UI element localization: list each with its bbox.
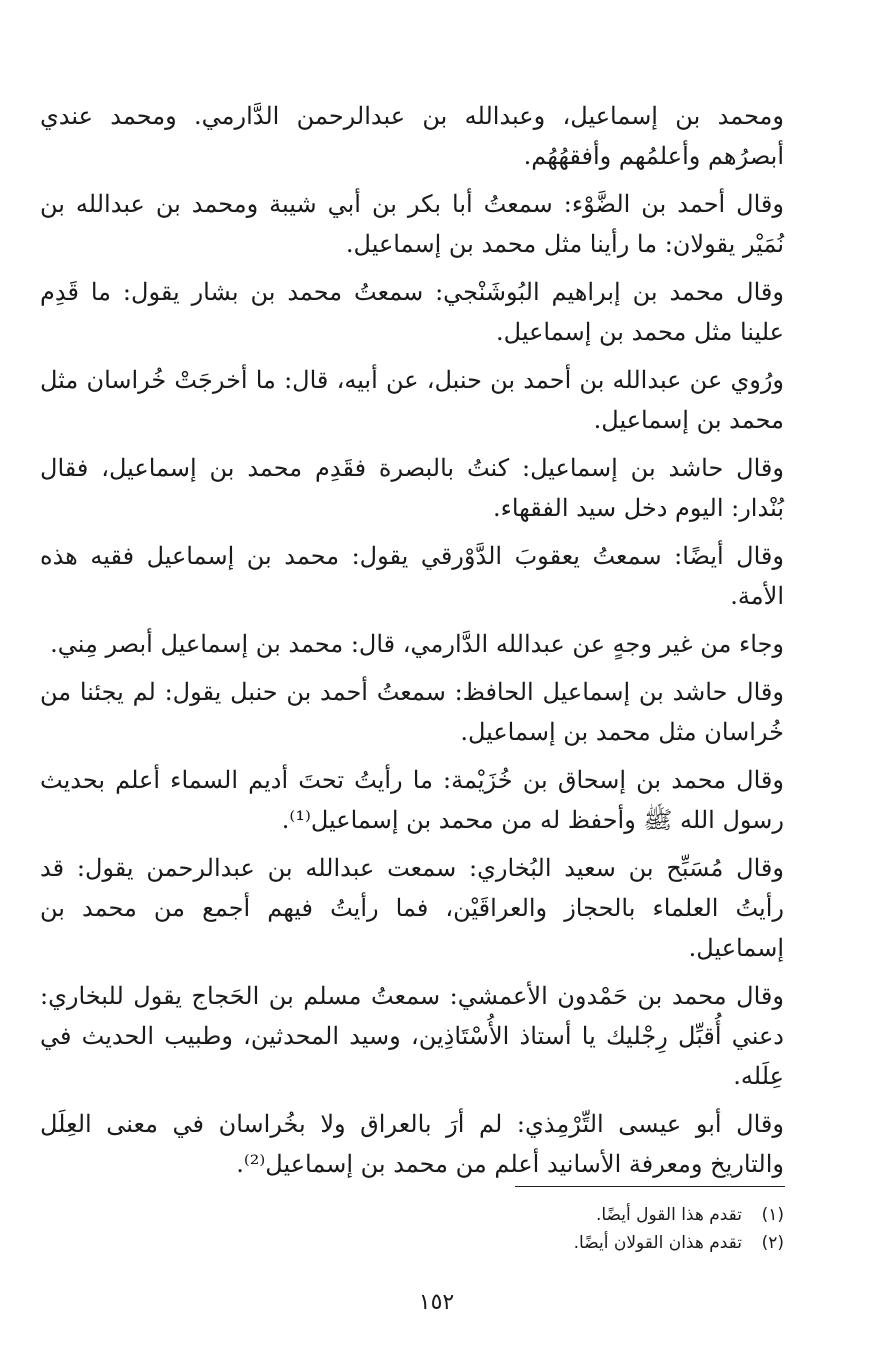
paragraph: وجاء من غير وجهٍ عن عبدالله الدَّارمي، قال: محمد بن إسماعيل أبصر مِني. [50,630,784,658]
page-number: ١٥٢ [418,1290,455,1315]
paragraph: وقال حاشد بن إسماعيل: كنتُ بالبصرة فقَدِم محمد بن إسماعيل، فقال بُنْدار: اليوم دخل سيد الفقهاء. [40,454,784,522]
paragraph: وقال أبو عيسى التِّرْمِذي: لم أرَ بالعراق ولا بخُراسان في معنى العِلَل والتاريخ ومعرفة الأسانيد أعلم من محمد بن إسماعيل⁽²⁾. [40,1110,784,1178]
paragraph: ورُوي عن عبدالله بن أحمد بن حنبل، عن أبيه، قال: ما أخرجَتْ خُراسان مثل محمد بن إسماعيل. [40,366,785,434]
footnote-divider [515,1186,785,1187]
paragraph: وقال محمد بن إسحاق بن خُزَيْمة: ما رأيتُ تحتَ أديم السماء أعلم بحديث رسول الله ﷺ وأحفظ له من محمد بن إسماعيل⁽¹⁾. [40,766,784,834]
footnotes [300,1201,784,1257]
footnote-number: (١) [761,1205,784,1225]
footnote-text: تقدم هذان القولان أيضًا. [573,1233,742,1253]
footnote-item [300,1201,784,1229]
paragraph: وقال محمد بن إبراهيم البُوشَنْجي: سمعتُ محمد بن بشار يقول: ما قَدِم علينا مثل محمد بن إسماعيل. [40,278,784,346]
footnote-item [300,1229,784,1257]
paragraph: ومحمد بن إسماعيل، وعبدالله بن عبدالرحمن الدَّارمي. ومحمد عندي أبصرُهم وأعلمُهم وأفقهُهُم. [40,102,784,170]
paragraph: وقال محمد بن حَمْدون الأعمشي: سمعتُ مسلم بن الحَجاج يقول للبخاري: دعني أُقبِّل رِجْليك يا أستاذ الأُسْتَاذِين، وسيد المحدثين، وطبيب الحديث في عِلَله. [40,982,784,1090]
footnote-text: تقدم هذا القول أيضًا. [595,1205,742,1225]
paragraph: وقال أحمد بن الضَّوْء: سمعتُ أبا بكر بن أبي شيبة ومحمد بن عبدالله بن نُمَيْر يقولان: ما رأينا مثل محمد بن إسماعيل. [40,190,784,258]
paragraph: وقال حاشد بن إسماعيل الحافظ: سمعتُ أحمد بن حنبل يقول: لم يجئنا من خُراسان مثل محمد بن إسماعيل. [40,678,784,746]
paragraph: وقال مُسَبِّح بن سعيد البُخاري: سمعت عبدالله بن عبدالرحمن يقول: قد رأيتُ العلماء بالحجاز والعراقَيْن، فما رأيتُ فيهم أجمع من محمد بن إسماعيل. [40,854,784,962]
page-body [40,96,784,1192]
footnote-number: (٢) [761,1233,784,1253]
paragraph: وقال أيضًا: سمعتُ يعقوبَ الدَّوْرقي يقول: محمد بن إسماعيل فقيه هذه الأمة. [40,542,784,610]
